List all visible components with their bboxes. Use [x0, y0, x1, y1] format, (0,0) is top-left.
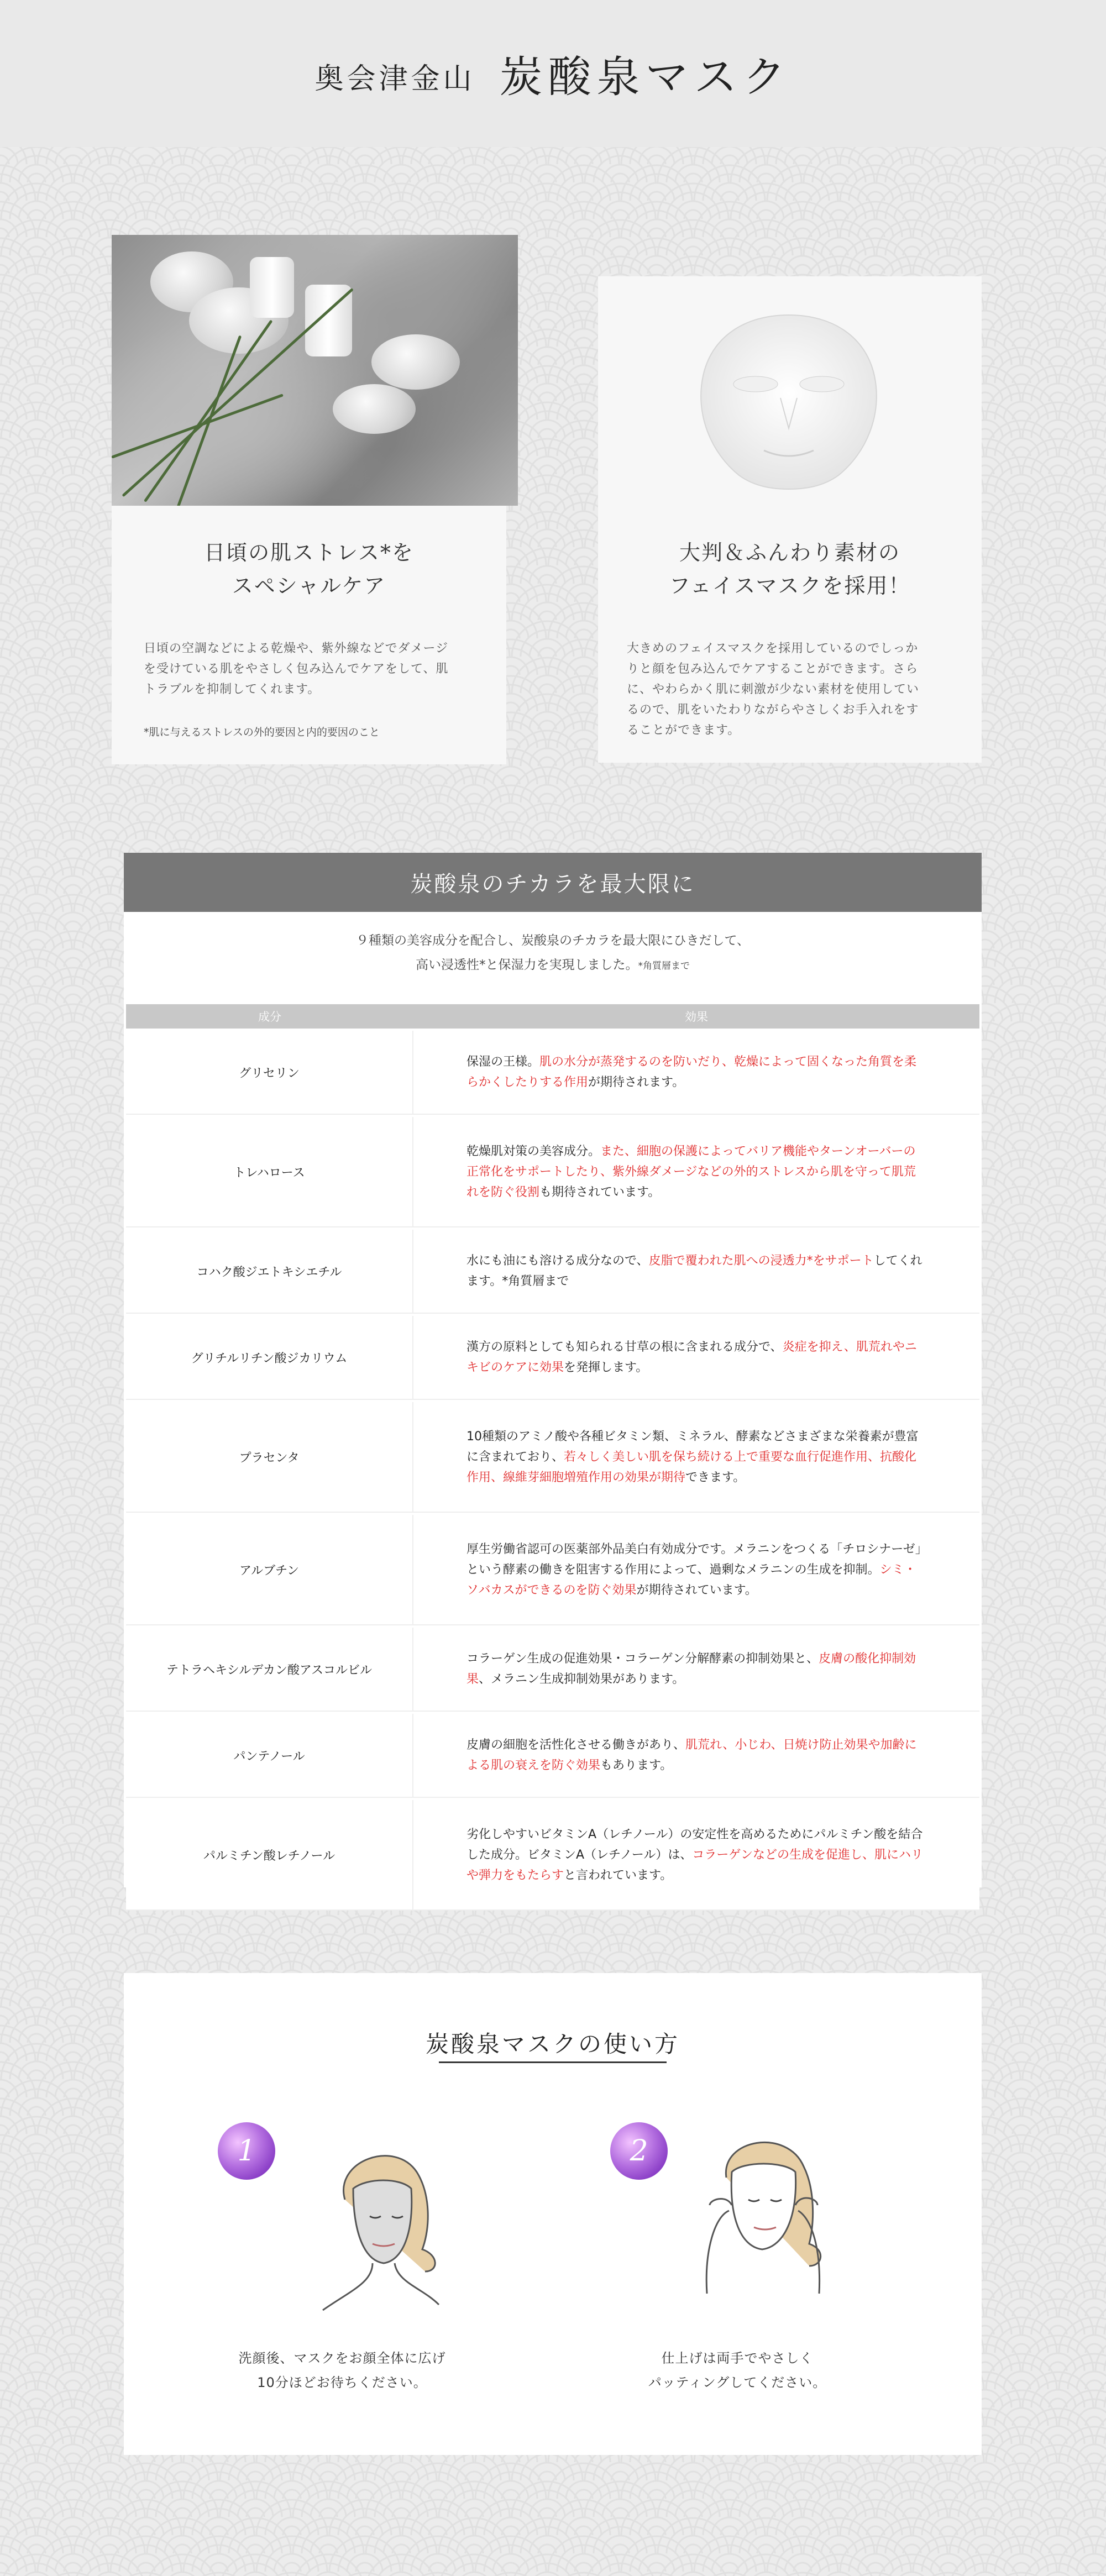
table-row — [126, 1628, 979, 1712]
table-row — [126, 1714, 979, 1798]
feature-card-mask — [598, 276, 982, 763]
ingredient-effect — [413, 1316, 979, 1400]
table-row — [126, 1117, 979, 1227]
table-row — [126, 1800, 979, 1911]
feature1-title: 日頃の肌ストレス*を スペシャルケア — [204, 541, 414, 598]
ingredient-effect — [413, 1515, 979, 1625]
ingredient-name: グリチルリチン酸ジカリウム — [126, 1316, 413, 1400]
brand-name: 奥会津金山 — [314, 62, 475, 96]
effect-text: 皮膚の細胞を活性化させる働きがあり、 — [466, 1738, 686, 1752]
ingredients-heading: 炭酸泉のチカラを最大限に — [124, 853, 982, 912]
page-header — [0, 0, 1106, 147]
ingredients-intro: ９種類の美容成分を配合し、炭酸泉のチカラを最大限にひきだして、 高い浸透性*と保湿力を実現しました。*角質層まで — [355, 933, 750, 972]
column-header-effect: 効果 — [413, 1004, 979, 1029]
woman-with-mask-illustration — [312, 2139, 444, 2321]
effect-text: も期待されています。 — [539, 1185, 661, 1199]
effect-text: 水にも油にも溶ける成分なので、 — [466, 1254, 649, 1268]
ingredient-name: トレハロース — [126, 1117, 413, 1227]
stone-image — [333, 384, 416, 434]
ingredient-name: グリセリン — [126, 1031, 413, 1115]
ingredient-effect — [413, 1800, 979, 1911]
effect-text: が期待されます。 — [588, 1075, 685, 1089]
palm-leaf — [144, 319, 273, 502]
ingredient-name: アルブチン — [126, 1515, 413, 1625]
feature2-title: 大判＆ふんわり素材の フェイスマスクを採用！ — [669, 541, 911, 598]
effect-text: 、メラニン生成抑制効果があります。 — [479, 1672, 685, 1686]
ingredient-name: コハク酸ジエトキシエチル — [126, 1230, 413, 1314]
ingredient-effect — [413, 1402, 979, 1513]
ingredient-effect — [413, 1230, 979, 1314]
howto-title: 炭酸泉マスクの使い方 — [425, 2031, 680, 2058]
palm-leaf — [177, 335, 242, 506]
stone-image — [371, 334, 460, 390]
woman-patting-illustration — [677, 2128, 842, 2321]
highlight-text: 皮脂で覆われた肌への浸透力*をサポート — [648, 1254, 874, 1268]
spa-stones-photo — [112, 235, 518, 506]
table-row — [126, 1515, 979, 1625]
effect-text: 乾燥肌対策の美容成分。 — [466, 1144, 601, 1158]
ingredient-effect — [413, 1117, 979, 1227]
column-header-ingredient: 成分 — [126, 1004, 413, 1029]
step1-badge: 1 — [218, 2122, 275, 2180]
feature-card-stress — [112, 235, 506, 764]
effect-text: と言われています。 — [564, 1868, 673, 1882]
effect-text: 保湿の王様。 — [466, 1055, 540, 1069]
ingredient-effect — [413, 1714, 979, 1798]
title-underline — [439, 2061, 667, 2063]
product-name: 炭酸泉マスク — [499, 53, 792, 102]
table-row — [126, 1402, 979, 1513]
table-row — [126, 1230, 979, 1314]
step2-badge: 2 — [610, 2122, 668, 2180]
feature2-text: 大きめのフェイスマスクを採用しているのでしっか りと顔を包み込んでケアすることができます。さら に、やわらかく肌に刺激が少ない素材を使用してい るので、肌をいたわりながらやさしくお手入れをす ることができます。 — [627, 642, 920, 737]
feature1-note: *肌に与えるストレスの外的要因と内的要因のこと — [144, 726, 380, 738]
ingredient-effect — [413, 1031, 979, 1115]
highlight-text: 肌荒れ、小じわ、日焼け防止効果や加齢による肌の衰えを防ぐ効果 — [466, 1738, 917, 1772]
highlight-text: 若々しく美しい肌を保ち続ける上で重要な血行促進作用、抗酸化作用、線維芽細胞増殖作用の効果が期待 — [466, 1450, 917, 1484]
highlight-text: 肌の水分が蒸発するのを防いだり、乾燥によって固くなった角質を柔らかくしたりする作用 — [466, 1055, 917, 1089]
step1-text: 洗顔後、マスクをお顔全体に広げ 10分ほどお待ちください。 — [238, 2351, 446, 2390]
effect-text: できます。 — [685, 1470, 746, 1484]
table-row — [126, 1031, 979, 1115]
effect-text: もあります。 — [600, 1759, 673, 1772]
highlight-text: シミ・ソバカスができるのを防ぐ効果 — [466, 1562, 916, 1597]
ingredient-effect — [413, 1628, 979, 1712]
ingredient-name: テトラヘキシルデカン酸アスコルビル — [126, 1628, 413, 1712]
highlight-text: 皮膚の酸化抑制効果 — [466, 1652, 916, 1686]
ingredients-section — [124, 853, 982, 1887]
effect-text: 10種類のアミノ酸や各種ビタミン類、ミネラル、酵素などさまざまな栄養素が豊富に含まれており、 — [466, 1429, 919, 1464]
highlight-text: 炎症を抑え、肌荒れやニキビのケアに効果 — [466, 1340, 917, 1374]
effect-text: 劣化しやすいビタミンA（レチノール）の安定性を高めるためにパルミチン酸を結合した成分。ビタミンA（レチノール）は、 — [466, 1827, 923, 1862]
ingredient-name: プラセンタ — [126, 1402, 413, 1513]
effect-text: してくれます。*角質層まで — [466, 1254, 922, 1288]
step2-text: 仕上げは両手でやさしく パッティングしてください。 — [648, 2351, 827, 2390]
ingredients-table — [126, 1002, 979, 1913]
face-mask-image — [684, 309, 894, 492]
highlight-text: コラーゲンなどの生成を促進し、肌にハリや弾力をもたらす — [466, 1848, 923, 1882]
effect-text: コラーゲン生成の促進効果・コラーゲン分解酵素の抑制効果と、 — [466, 1652, 819, 1666]
effect-text: 漢方の原料としても知られる甘草の根に含まれる成分で、 — [466, 1340, 783, 1354]
ingredient-name: パンテノール — [126, 1714, 413, 1798]
jar-image — [250, 257, 294, 318]
ingredient-name: パルミチン酸レチノール — [126, 1800, 413, 1911]
feature1-text: 日頃の空調などによる乾燥や、紫外線などでダメージ を受けている肌をやさしく包み込んでケアをして、肌 トラブルを抑制してくれます。 — [144, 642, 449, 696]
table-row — [126, 1316, 979, 1400]
effect-text: 厚生労働省認可の医薬部外品美白有効成分です。メラニンをつくる「チロシナーゼ」という酵素の働きを阻害する作用によって、過剰なメラニンの生成を抑制。 — [466, 1542, 921, 1577]
howto-section — [124, 1973, 982, 2455]
highlight-text: また、細胞の保護によってバリア機能やターンオーバーの正常化をサポートしたり、紫外線ダメージなどの外的ストレスから肌を守って肌荒れを防ぐ役割 — [466, 1144, 916, 1199]
effect-text: が期待されています。 — [636, 1583, 757, 1597]
effect-text: を発揮します。 — [564, 1361, 648, 1374]
